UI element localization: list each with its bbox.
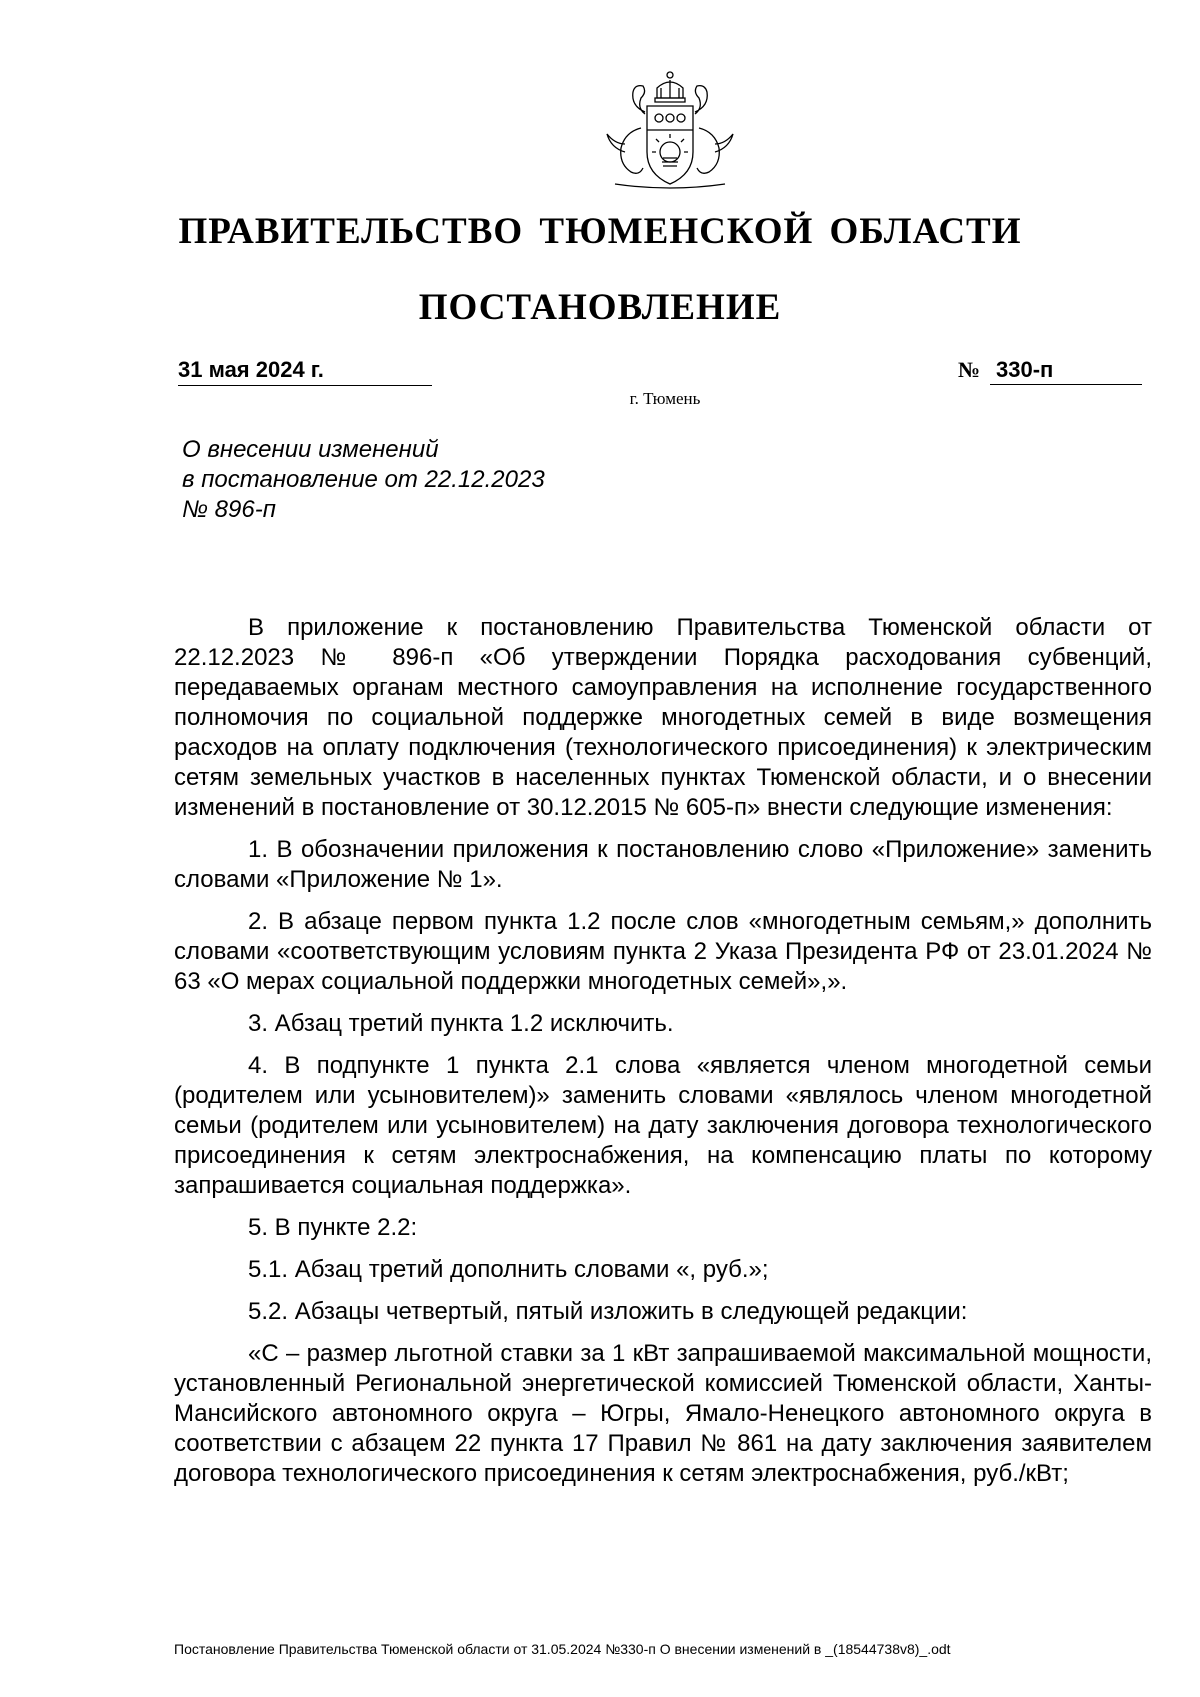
body-paragraph: 1. В обозначении приложения к постановлению слово «Приложение» заменить словами «Приложение № 1». xyxy=(174,836,1152,893)
document-body xyxy=(174,613,1152,1501)
body-paragraph: 3. Абзац третий пункта 1.2 исключить. xyxy=(248,1010,674,1037)
body-paragraph: 5.1. Абзац третий дополнить словами «, руб.»; xyxy=(248,1256,769,1283)
subject-line: в постановление от 22.12.2023 xyxy=(182,466,545,493)
document-type: ПОСТАНОВЛЕНИЕ xyxy=(418,287,782,328)
document-subject xyxy=(182,435,682,525)
body-paragraph: В приложение к постановлению Правительства Тюменской области от 22.12.2023 № 896-п «Об утверждении Порядка расходования субвенций, передаваемых органам местного самоуправления на исполнение государственного полномочия по социальной поддержке многодетных семей в виде возмещения расходов на оплату подключения (технологического присоединения) к электрическим сетям земельных участков в населенных пунктах Тюменской области, и о внесении изменений в постановление от 30.12.2015 № 605-п» внести следующие изменения: xyxy=(174,614,1152,821)
coat-of-arms-icon xyxy=(595,68,745,192)
page-footer: Постановление Правительства Тюменской области от 31.05.2024 №330-п О внесении изменений в _(18544738v8)_.odt xyxy=(174,1641,951,1657)
body-paragraph: 2. В абзаце первом пункта 1.2 после слов «многодетным семьям,» дополнить словами «соответствующим условиям пункта 2 Указа Президента РФ от 23.01.2024 № 63 «О мерах социальной поддержки многодетных семей»,». xyxy=(174,908,1152,995)
organization-title: ПРАВИТЕЛЬСТВО ТЮМЕНСКОЙ ОБЛАСТИ xyxy=(178,211,1022,252)
body-paragraph: 4. В подпункте 1 пункта 2.1 слова «является членом многодетной семьи (родителем или усыновителем)» заменить словами «являлось членом многодетной семьи (родителем или усыновителем) на дату заключения договора технологического присоединения к сетям электроснабжения, на компенсацию платы по которому запрашивается социальная поддержка». xyxy=(174,1052,1152,1199)
document-number: 330-п xyxy=(990,355,1142,385)
document-city: г. Тюмень xyxy=(629,389,701,408)
number-label: № xyxy=(958,357,981,382)
body-paragraph: 5.2. Абзацы четвертый, пятый изложить в следующей редакции: xyxy=(248,1298,968,1325)
body-paragraph: 5. В пункте 2.2: xyxy=(248,1214,418,1241)
body-paragraph: «С – размер льготной ставки за 1 кВт запрашиваемой максимальной мощности, установленный Региональной энергетической комиссией Тюменской области, Ханты-Мансийского автономного округа – Югры, Ямало-Ненецкого автономного округа в соответствии с абзацем 22 пункта 17 Правил № 861 на дату заключения заявителем договора технологического присоединения к сетям электроснабжения, руб./кВт; xyxy=(174,1340,1152,1487)
document-date: 31 мая 2024 г. xyxy=(178,355,432,386)
subject-line: № 896-п xyxy=(182,496,276,523)
subject-line: О внесении изменений xyxy=(182,436,439,463)
